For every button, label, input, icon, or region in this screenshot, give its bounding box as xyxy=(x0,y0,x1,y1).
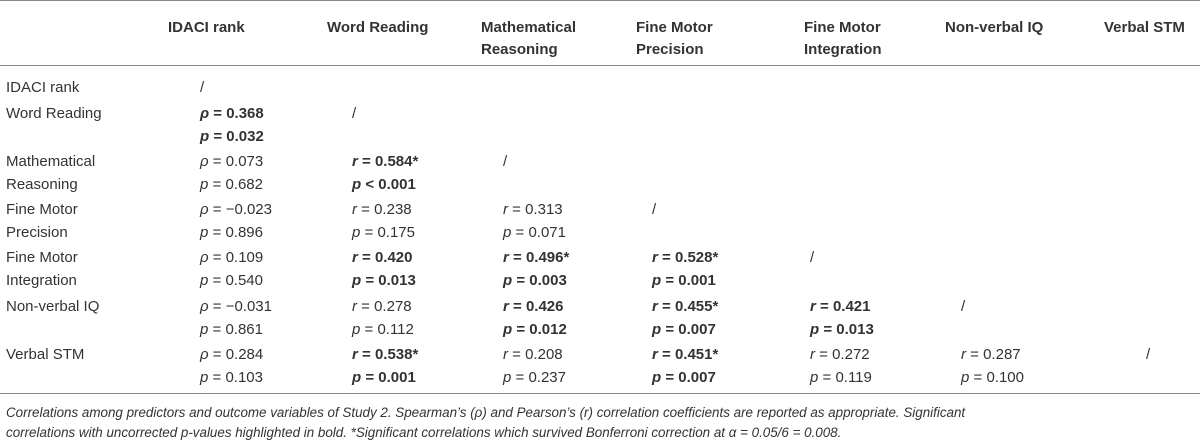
statistic-symbol: r xyxy=(503,249,509,266)
statistic-value: / xyxy=(810,249,815,266)
cell-line xyxy=(352,343,418,366)
cell-line xyxy=(652,366,718,389)
statistic-value: = 0.003 xyxy=(512,272,567,289)
cell-line xyxy=(352,269,416,292)
table-cell xyxy=(200,76,204,99)
column-header-line: Mathematical xyxy=(481,19,577,36)
statistic-symbol: p xyxy=(652,321,662,338)
statistic-symbol: p xyxy=(810,321,820,338)
statistic-value: = 0.896 xyxy=(208,224,263,241)
statistic-value: = −0.023 xyxy=(208,201,272,218)
statistic-symbol: r xyxy=(810,346,815,363)
statistic-value: = 0.119 xyxy=(818,369,872,386)
table-cell xyxy=(810,246,814,269)
statistic-value: = 0.451* xyxy=(657,346,719,363)
statistic-symbol: p xyxy=(961,369,970,386)
statistic-symbol: p xyxy=(503,272,513,289)
row-label xyxy=(6,102,102,125)
statistic-symbol: r xyxy=(503,298,509,315)
cell-line xyxy=(503,343,566,366)
table-cell xyxy=(200,150,263,196)
table-cell xyxy=(810,343,872,389)
statistic-value: / xyxy=(352,105,357,122)
cell-line xyxy=(652,343,718,366)
table-cell xyxy=(652,295,718,341)
row-label xyxy=(6,76,79,99)
cell-line xyxy=(200,343,263,366)
row-label xyxy=(6,295,99,318)
statistic-symbol: p xyxy=(352,321,361,338)
cell-line xyxy=(503,318,567,341)
table-cell xyxy=(200,198,272,244)
row-label-line: Non-verbal IQ xyxy=(6,298,100,315)
statistic-symbol: r xyxy=(352,298,357,315)
statistic-value: = 0.682 xyxy=(208,176,263,193)
statistic-value: = 0.237 xyxy=(511,369,566,386)
statistic-value: / xyxy=(961,298,966,315)
column-header-line: Integration xyxy=(804,41,882,58)
statistic-symbol: p xyxy=(503,321,513,338)
statistic-value: = 0.528* xyxy=(657,249,719,266)
statistic-value: = 0.007 xyxy=(661,369,716,386)
row-label xyxy=(6,246,78,292)
table-cell xyxy=(652,246,718,292)
row-label-line: Integration xyxy=(6,272,77,289)
statistic-symbol: p xyxy=(200,272,209,289)
table-cell xyxy=(652,343,718,389)
column-header-line: Word Reading xyxy=(327,19,429,36)
statistic-symbol: p xyxy=(503,224,512,241)
cell-line xyxy=(352,366,418,389)
table-cell xyxy=(503,295,567,341)
statistic-value: = 0.421 xyxy=(815,298,871,315)
cell-line xyxy=(961,295,965,318)
cell-line xyxy=(352,198,415,221)
statistic-value: / xyxy=(1146,346,1151,363)
statistic-symbol: p xyxy=(352,272,362,289)
caption-line: correlations with uncorrected p-values highlighted in bold. *Significant correlations which survived Bonferroni correction at α = 0.05/6 = 0.008. xyxy=(6,425,842,440)
cell-line xyxy=(200,269,263,292)
table-cell xyxy=(352,295,414,341)
statistic-symbol: r xyxy=(810,298,816,315)
table-cell xyxy=(503,343,566,389)
statistic-symbol: r xyxy=(652,249,658,266)
statistic-symbol: p xyxy=(652,369,662,386)
table-cell xyxy=(652,198,656,221)
statistic-symbol: p xyxy=(200,369,209,386)
statistic-value: = 0.313 xyxy=(508,201,563,218)
statistic-symbol: p xyxy=(200,176,209,193)
cell-line xyxy=(352,246,416,269)
table-cell xyxy=(810,295,874,341)
statistic-value: = 0.100 xyxy=(969,369,1024,386)
table-cell xyxy=(352,246,416,292)
cell-line xyxy=(503,221,566,244)
statistic-value: = 0.073 xyxy=(208,153,264,170)
cell-line xyxy=(200,150,263,173)
column-header-line: Fine Motor xyxy=(636,19,713,36)
cell-line xyxy=(200,366,263,389)
row-label xyxy=(6,198,78,244)
table-bottom-rule xyxy=(0,393,1200,394)
cell-line xyxy=(652,269,718,292)
statistic-value: = 0.368 xyxy=(209,105,264,122)
statistic-symbol: p xyxy=(200,128,210,145)
statistic-value: = 0.861 xyxy=(208,321,263,338)
cell-line xyxy=(652,246,718,269)
cell-line xyxy=(652,318,718,341)
cell-line xyxy=(200,318,272,341)
cell-line xyxy=(810,366,872,389)
cell-line xyxy=(503,295,567,318)
statistic-value: < 0.001 xyxy=(361,176,416,193)
table-cell xyxy=(352,198,415,244)
row-label xyxy=(6,343,84,366)
statistic-symbol: r xyxy=(352,346,358,363)
statistic-symbol: ρ xyxy=(200,201,209,218)
statistic-symbol: ρ xyxy=(200,153,209,170)
table-cell xyxy=(200,343,263,389)
column-header-line: Non-verbal IQ xyxy=(945,19,1044,36)
cell-line xyxy=(200,295,272,318)
table-caption xyxy=(6,403,1194,443)
cell-line xyxy=(352,150,418,173)
column-header xyxy=(481,17,576,61)
column-header xyxy=(804,17,882,61)
statistic-value: = 0.112 xyxy=(360,321,414,338)
cell-line xyxy=(352,295,414,318)
cell-line xyxy=(961,366,1024,389)
column-header-line: Verbal STM xyxy=(1104,19,1185,36)
cell-line xyxy=(200,102,264,125)
statistic-value: = 0.012 xyxy=(512,321,567,338)
cell-line xyxy=(200,173,263,196)
column-header xyxy=(327,17,428,39)
statistic-symbol: p xyxy=(652,272,662,289)
table-header-rule xyxy=(0,65,1200,66)
row-label-line: Mathematical xyxy=(6,153,96,170)
cell-line xyxy=(810,343,872,366)
statistic-symbol: p xyxy=(352,224,361,241)
cell-line xyxy=(352,221,415,244)
statistic-value: = 0.420 xyxy=(357,249,413,266)
cell-line xyxy=(200,76,204,99)
statistic-symbol: ρ xyxy=(200,298,209,315)
statistic-symbol: p xyxy=(810,369,819,386)
statistic-value: = 0.013 xyxy=(819,321,874,338)
table-cell xyxy=(961,295,965,318)
cell-line xyxy=(200,198,272,221)
column-header-line: Precision xyxy=(636,41,704,58)
cell-line xyxy=(200,221,272,244)
table-top-rule xyxy=(0,0,1200,1)
table-cell xyxy=(1146,343,1150,366)
statistic-value: = 0.007 xyxy=(661,321,716,338)
cell-line xyxy=(503,269,569,292)
statistic-symbol: r xyxy=(352,201,357,218)
row-label-line: Fine Motor xyxy=(6,249,78,266)
statistic-value: = 0.013 xyxy=(361,272,416,289)
table-cell xyxy=(503,150,507,173)
statistic-value: = 0.455* xyxy=(657,298,719,315)
statistic-value: = 0.540 xyxy=(208,272,263,289)
statistic-value: / xyxy=(503,153,508,170)
table-cell xyxy=(503,246,569,292)
statistic-value: = 0.584* xyxy=(357,153,419,170)
column-header xyxy=(1104,17,1185,39)
statistic-value: = 0.496* xyxy=(508,249,570,266)
statistic-value: = 0.238 xyxy=(357,201,412,218)
statistic-symbol: ρ xyxy=(200,346,209,363)
statistic-symbol: ρ xyxy=(200,249,209,266)
table-cell xyxy=(961,343,1024,389)
row-label-line: Precision xyxy=(6,224,68,241)
statistic-symbol: r xyxy=(352,249,358,266)
cell-line xyxy=(503,246,569,269)
table-cell xyxy=(352,150,418,196)
statistic-value: = 0.103 xyxy=(208,369,263,386)
statistic-value: = 0.538* xyxy=(357,346,419,363)
cell-line xyxy=(352,173,418,196)
statistic-value: = 0.287 xyxy=(966,346,1021,363)
statistic-value: = −0.031 xyxy=(208,298,272,315)
statistic-symbol: r xyxy=(961,346,966,363)
cell-line xyxy=(503,366,566,389)
cell-line xyxy=(352,318,414,341)
cell-line xyxy=(352,102,356,125)
statistic-value: = 0.272 xyxy=(815,346,870,363)
row-label-line: Reasoning xyxy=(6,176,78,193)
statistic-value: = 0.175 xyxy=(360,224,415,241)
statistic-value: = 0.278 xyxy=(357,298,412,315)
statistic-symbol: p xyxy=(200,224,209,241)
statistic-value: / xyxy=(200,79,205,96)
cell-line xyxy=(503,150,507,173)
cell-line xyxy=(810,295,874,318)
caption-line: Correlations among predictors and outcome variables of Study 2. Spearman’s (ρ) and Pearson’s (r) correlation coefficients are reported as appropriate. Significant xyxy=(6,405,966,420)
statistic-symbol: r xyxy=(503,346,508,363)
statistic-value: = 0.001 xyxy=(361,369,416,386)
statistic-symbol: r xyxy=(652,346,658,363)
row-label-line: Fine Motor xyxy=(6,201,78,218)
column-header xyxy=(636,17,713,61)
statistic-value: = 0.109 xyxy=(208,249,264,266)
row-label-line: IDACI rank xyxy=(6,79,80,96)
cell-line xyxy=(652,198,656,221)
statistic-value: = 0.426 xyxy=(508,298,564,315)
row-label-line: Word Reading xyxy=(6,105,102,122)
cell-line xyxy=(200,125,264,148)
table-cell xyxy=(352,343,418,389)
column-header-line: IDACI rank xyxy=(168,19,245,36)
statistic-symbol: r xyxy=(503,201,508,218)
column-header-line: Fine Motor xyxy=(804,19,881,36)
statistic-value: / xyxy=(652,201,657,218)
cell-line xyxy=(1146,343,1150,366)
column-header-line: Reasoning xyxy=(481,41,558,58)
statistic-symbol: ρ xyxy=(200,105,210,122)
statistic-value: = 0.284 xyxy=(208,346,264,363)
cell-line xyxy=(810,246,814,269)
statistic-symbol: p xyxy=(503,369,512,386)
statistic-symbol: p xyxy=(352,176,362,193)
table-cell xyxy=(200,102,264,148)
column-header xyxy=(945,17,1043,39)
statistic-value: = 0.071 xyxy=(511,224,566,241)
table-cell xyxy=(352,102,356,125)
cell-line xyxy=(503,198,566,221)
statistic-symbol: p xyxy=(200,321,209,338)
row-label xyxy=(6,150,95,196)
row-label-line: Verbal STM xyxy=(6,346,85,363)
statistic-symbol: p xyxy=(352,369,362,386)
statistic-symbol: r xyxy=(352,153,358,170)
cell-line xyxy=(200,246,263,269)
table-cell xyxy=(200,295,272,341)
cell-line xyxy=(961,343,1024,366)
cell-line xyxy=(652,295,718,318)
statistic-symbol: r xyxy=(652,298,658,315)
column-header xyxy=(168,17,245,39)
table-cell xyxy=(503,198,566,244)
cell-line xyxy=(810,318,874,341)
table-cell xyxy=(200,246,263,292)
statistic-value: = 0.032 xyxy=(209,128,264,145)
statistic-value: = 0.001 xyxy=(661,272,716,289)
statistic-value: = 0.208 xyxy=(508,346,563,363)
